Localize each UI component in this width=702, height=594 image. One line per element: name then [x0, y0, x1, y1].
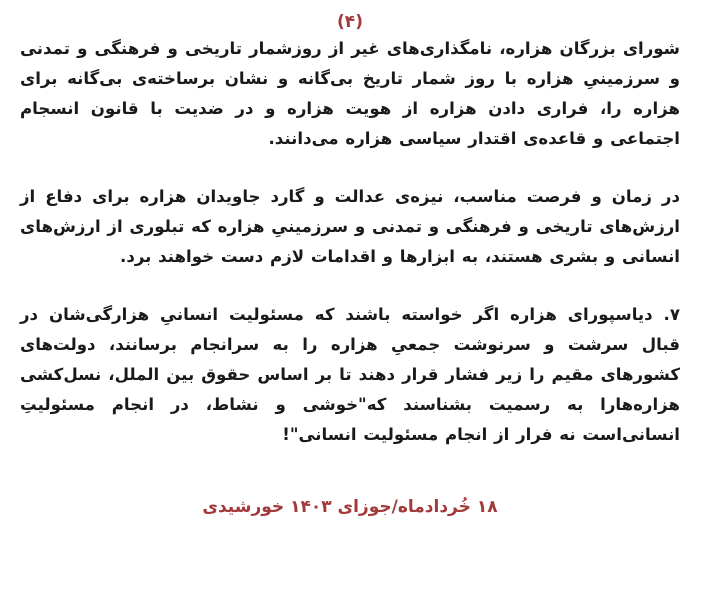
- paragraph-gap: [20, 272, 680, 300]
- document-date: ۱۸ خُردادماه/جوزای ۱۴۰۳ خورشیدی: [202, 497, 498, 517]
- section-marker: (۴): [337, 12, 363, 32]
- paragraph-gap: [20, 154, 680, 182]
- paragraph-3: ۷. دیاسپورای هزاره اگر خواسته باشند که مسئولیت انسانیِ هزارگی‌شان در قبال سرشت و سرنوشت جمعیِ هزاره را به سرانجام برسانند، دولت‌های کشورهای مقیم را زیر فشار قرار دهند تا بر اساس حقوق بین الملل، نسل‌کشی هزاره‌هارا به رسمیت بشناسند که"خوشی و نشاط، در انجام مسئولیتِ انسانی‌است نه فرار از انجام مسئولیت انسانی"!: [20, 305, 680, 444]
- paragraph-1: شورای بزرگان هزاره، نامگذاری‌های غیر از روزشمار تاریخی و فرهنگی و تمدنی و سرزمینیِ هزاره با روز شمار تاریخ بی‌گانه و نشان برساخته‌ی بی‌گانه برای هزاره را، فراری دادن هزاره از هویت هزاره و در ضدیت با قانون انسجام اجتماعی و قاعده‌ی اقتدار سیاسی هزاره می‌دانند.: [20, 39, 680, 148]
- document-page: [20, 10, 680, 520]
- paragraph-2: در زمان و فرصت مناسب، نیزه‌ی عدالت و گارد جاویدان هزاره برای دفاع از ارزش‌های تاریخی و فرهنگی و تمدنی و سرزمینیِ هزاره که تبلوری از ارزش‌های انسانی و بشری هستند، به ابزارها و اقدامات لازم دست خواهند برد.: [20, 187, 680, 266]
